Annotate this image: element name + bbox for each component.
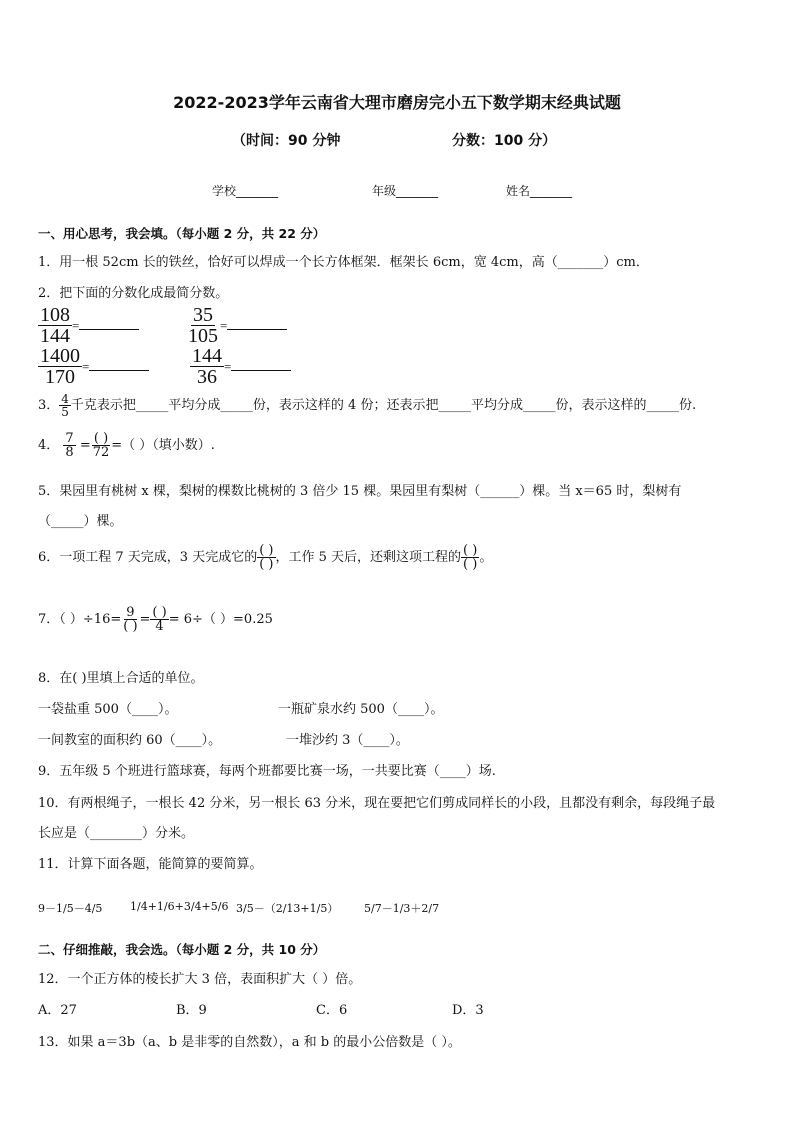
q2-fraction-c: $\frac{1400}{170}$ = [38, 346, 149, 387]
question-9: 9．五年级 5 个班进行篮球赛，每两个班都要比赛一场，一共要比赛（____）场. [38, 764, 496, 779]
exam-time: （时间：90 分钟 [232, 133, 341, 149]
question-5-line-2: （_____）棵。 [38, 514, 123, 529]
grade-field: 年级_______ [372, 184, 439, 198]
section-2-heading: 二、仔细推敲，我会选。（每小题 2 分，共 10 分） [38, 942, 326, 957]
question-4: 4． $\frac{7}{8}$ = $\frac{( )}{72}$ =（ ）（填小数）. [38, 431, 215, 460]
q2-fraction-a: $\frac{108}{144}$ = [38, 305, 139, 346]
school-field: 学校_______ [212, 184, 279, 198]
section-1-heading: 一、用心思考，我会填。（每小题 2 分，共 22 分） [38, 226, 326, 241]
question-7: 7．（ ）÷16= $\frac{9}{( )}$ = $\frac{( )}{4}$ = 6÷（ ）=0.25 [38, 605, 273, 634]
q8-item-3: 一间教室的面积约 60（____）。 [38, 733, 222, 748]
question-10-line-2: 长应是（________）分米。 [38, 826, 195, 841]
question-1: 1．用一根 52cm 长的铁丝，恰好可以焊成一个长方体框架．框架长 6cm，宽 4cm，高（_______）cm． [38, 255, 649, 270]
question-12: 12．一个正方体的棱长扩大 3 倍，表面积扩大（ ）倍。 [38, 972, 362, 987]
q11-expression-2: 1/4+1/6+3/4+5/6 [130, 900, 229, 913]
page-title: 2022-2023学年云南省大理市磨房完小五下数学期末经典试题 [173, 93, 621, 112]
q12-option-d: D．3 [452, 1003, 484, 1018]
question-5-line-1: 5．果园里有桃树 x 棵，梨树的棵数比桃树的 3 倍少 15 棵。果园里有梨树（______）棵。当 x＝65 时，梨树有 [38, 484, 682, 499]
question-13: 13．如果 a＝3b（a、b 是非零的自然数），a 和 b 的最小公倍数是（ ）。 [38, 1035, 461, 1050]
q8-item-2: 一瓶矿泉水约 500（____）。 [278, 702, 444, 717]
question-10-line-1: 10．有两根绳子，一根长 42 分米，另一根长 63 分米，现在要把它们剪成同样长的小段，且都没有剩余，每段绳子最 [38, 796, 716, 811]
q8-item-4: 一堆沙约 3（____）。 [286, 733, 409, 748]
question-8: 8．在( )里填上合适的单位。 [38, 671, 204, 686]
q12-option-a: A．27 [38, 1003, 77, 1018]
q11-expression-4: 5/7－1/3＋2/7 [364, 902, 440, 915]
q12-option-c: C．6 [316, 1003, 348, 1018]
exam-score: 分数：100 分） [452, 133, 557, 149]
question-11: 11．计算下面各题，能简算的要简算。 [38, 857, 263, 872]
question-6: 6．一项工程 7 天完成，3 天完成它的 $\frac{( )}{( )}$ ，工作 5 天后，还剩这项工程的 $\frac{( )}{( )}$ 。 [38, 543, 493, 572]
q2-fraction-d: $\frac{144}{36}$ = [190, 346, 291, 387]
name-field: 姓名_______ [506, 184, 573, 198]
q8-item-1: 一袋盐重 500（____）。 [38, 702, 178, 717]
q2-fraction-b: $\frac{35}{105}$ = [186, 305, 287, 346]
q11-expression-3: 3/5－（2/13+1/5） [236, 902, 339, 915]
q11-expression-1: 9－1/5－4/5 [38, 902, 103, 915]
question-3: 3． $\frac{4}{5}$ 千克表示把_____平均分成_____份，表示这样的 4 份；还表示把_____平均分成_____份，表示这样的_____份. [38, 392, 697, 419]
q12-option-b: B．9 [176, 1003, 207, 1018]
question-2: 2．把下面的分数化成最简分数。 [38, 286, 229, 301]
